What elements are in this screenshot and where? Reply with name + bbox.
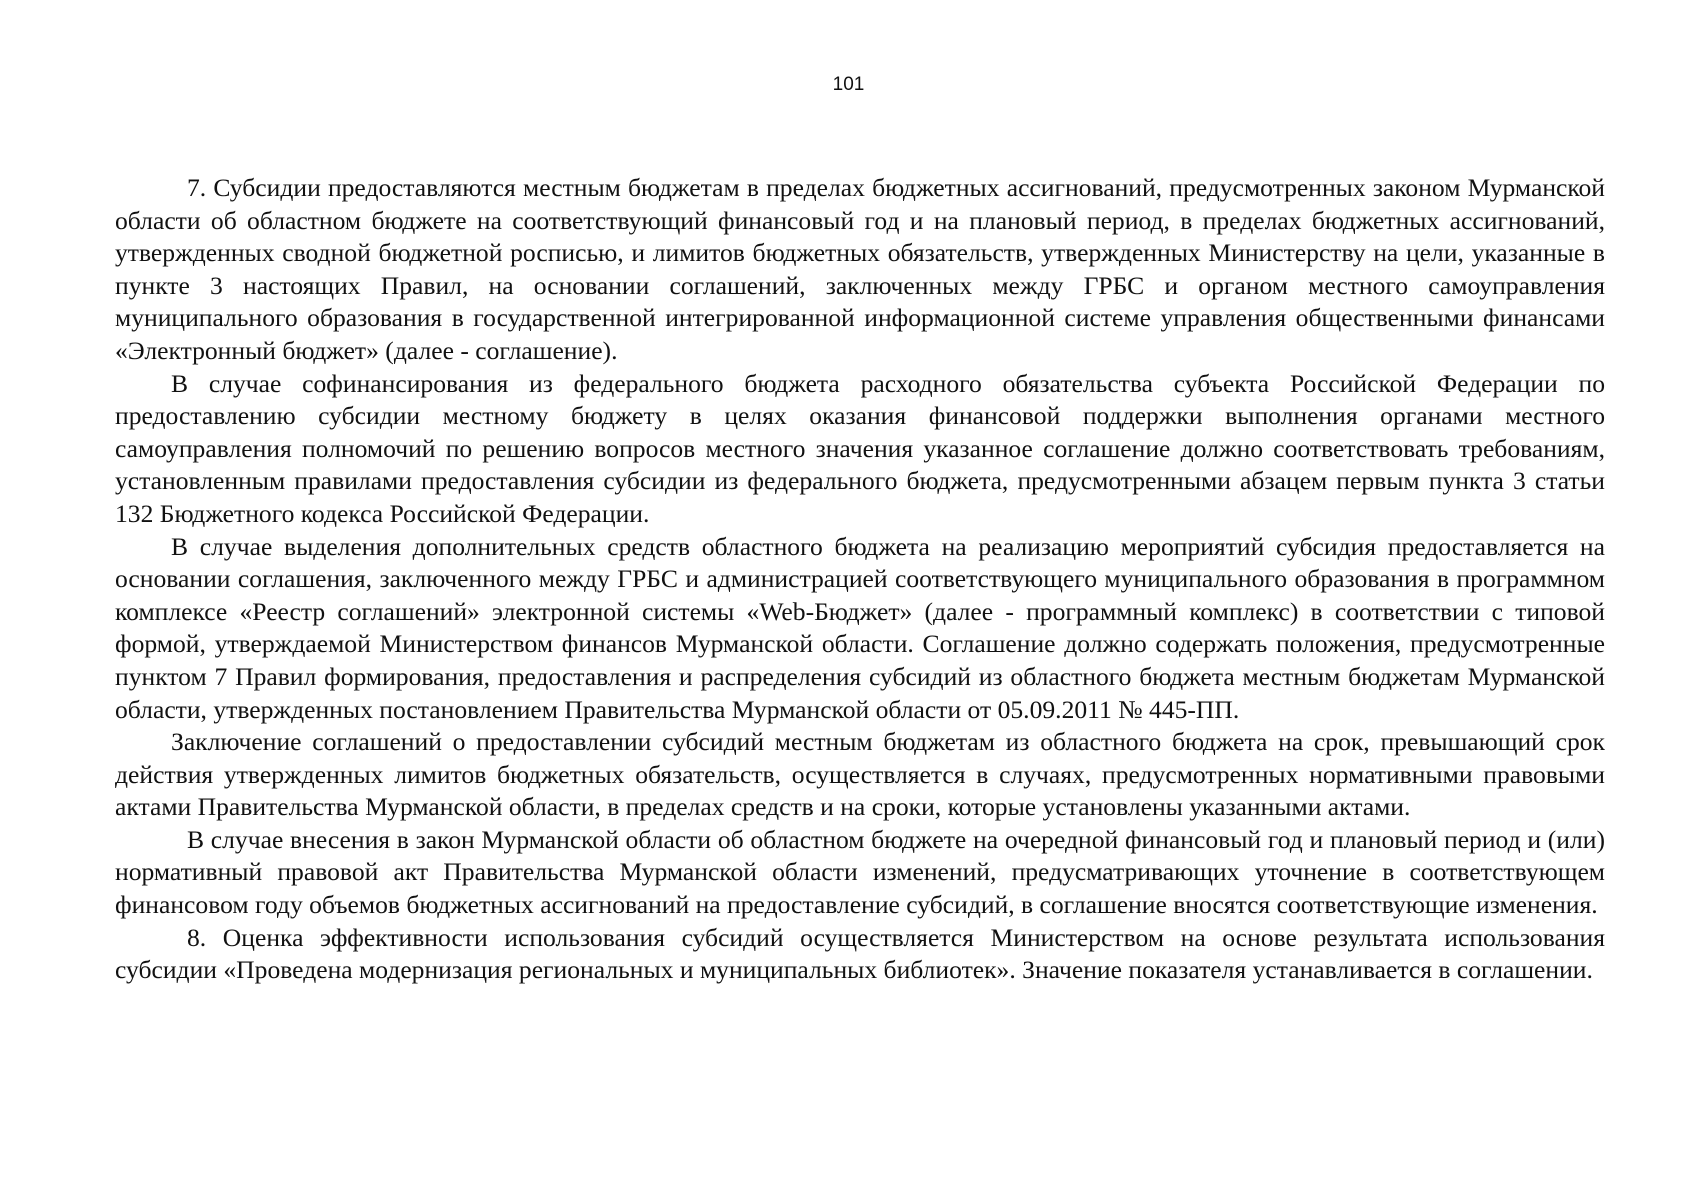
paragraph-additional-funds: В случае выделения дополнительных средств областного бюджета на реализацию мероприятий субсидия предоставляется на основании соглашения, заключенного между ГРБС и администрацией соответствующего муниципального образования в программном комплексе «Реестр соглашений» электронной системы «Web-Бюджет» (далее - программный комплекс) в соответствии с типовой формой, утверждаемой Министерством финансов Мурманской области. Соглашение должно содержать положения, предусмотренные пунктом 7 Правил формирования, предоставления и распределения субсидий из областного бюджета местным бюджетам Мурманской области, утвержденных постановлением Правительства Мурманской области от 05.09.2011 № 445-ПП. [115,531,1605,724]
document-body [115,172,1605,987]
paragraph-budget-changes: В случае внесения в закон Мурманской области об областном бюджете на очередной финансовый год и плановый период и (или) нормативный правовой акт Правительства Мурманской области изменений, предусматривающих уточнение в соответствующем финансовом году объемов бюджетных ассигнований на предоставление субсидий, в соглашение вносятся соответствующие изменения. [115,824,1605,920]
paragraph-8-efficiency: 8. Оценка эффективности использования субсидий осуществляется Министерством на основе результата использования субсидии «Проведена модернизация региональных и муниципальных библиотек». Значение показателя устанавливается в соглашении. [115,922,1605,985]
paragraph-agreement-term: Заключение соглашений о предоставлении субсидий местным бюджетам из областного бюджета на срок, превышающий срок действия утвержденных лимитов бюджетных обязательств, осуществляется в случаях, предусмотренных нормативными правовыми актами Правительства Мурманской области, в пределах средств и на сроки, которые установлены указанными актами. [115,727,1605,822]
page-number: 101 [832,74,865,95]
paragraph-federal-cofinancing: В случае софинансирования из федерального бюджета расходного обязательства субъекта Российской Федерации по предоставлению субсидии местному бюджету в целях оказания финансовой поддержки выполнения органами местного самоуправления полномочий по решению вопросов местного значения указанное соглашение должно соответствовать требованиям, установленным правилами предоставления субсидии из федерального бюджета, предусмотренными абзацем первым пункта 3 статьи 132 Бюджетного кодекса Российской Федерации. [115,368,1605,528]
paragraph-7-subsidies: 7. Субсидии предоставляются местным бюджетам в пределах бюджетных ассигнований, предусмотренных законом Мурманской области об областном бюджете на соответствующий финансовый год и на плановый период, в пределах бюджетных ассигнований, утвержденных сводной бюджетной росписью, и лимитов бюджетных обязательств, утвержденных Министерству на цели, указанные в пункте 3 настоящих Правил, на основании соглашений, заключенных между ГРБС и органом местного самоуправления муниципального образования в государственной интегрированной информационной системе управления общественными финансами «Электронный бюджет» (далее - соглашение). [115,173,1605,365]
